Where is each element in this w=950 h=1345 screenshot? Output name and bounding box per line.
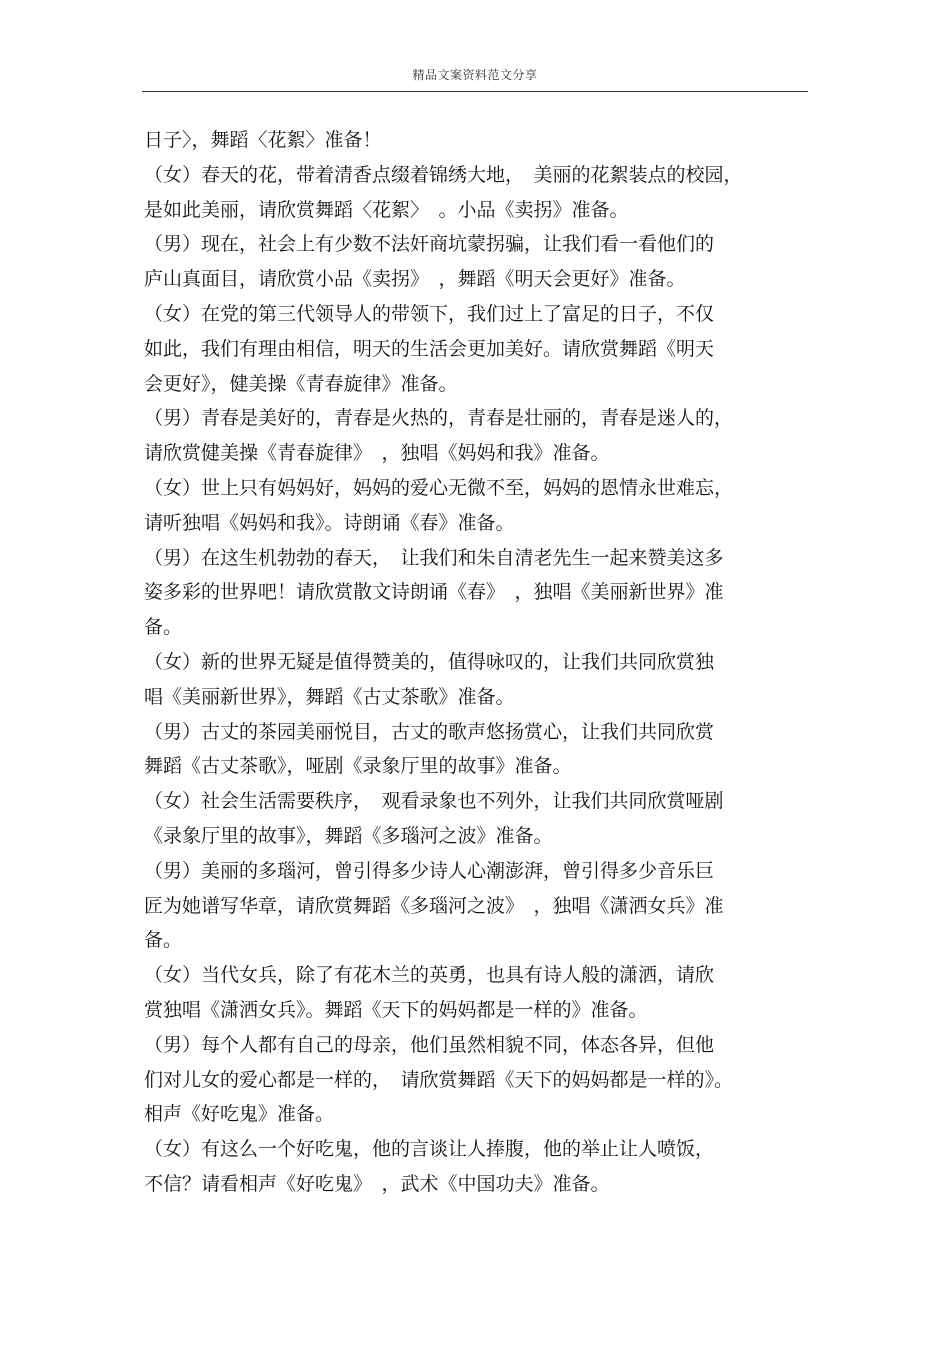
text-line: （女）春天的花，带着清香点缀着锦绣大地， 美丽的花絮装点的校园， xyxy=(144,163,743,186)
text-line: （女）有这么一个好吃鬼，他的言谈让人捧腹，他的举止让人喷饭， xyxy=(144,1138,715,1161)
text-line: （男）青春是美好的，青春是火热的，青春是壮丽的，青春是迷人的， xyxy=(144,407,734,430)
text-line: 舞蹈《古丈茶歌》，哑剧《录象厅里的故事》准备。 xyxy=(144,755,572,778)
text-line: （女）社会生活需要秩序， 观看录象也不列外，让我们共同欣赏哑剧 xyxy=(144,790,724,813)
text-line: 如此，我们有理由相信，明天的生活会更加美好。请欣赏舞蹈《明天 xyxy=(144,337,715,360)
page-header-title: 精品文案资料范文分享 xyxy=(412,68,538,82)
text-line: （男）古丈的茶园美丽悦目，古丈的歌声悠扬赏心，让我们共同欣赏 xyxy=(144,720,715,743)
text-line: 备。 xyxy=(144,929,183,952)
text-line: （女）在党的第三代领导人的带领下，我们过上了富足的日子，不仅 xyxy=(144,302,715,325)
header-divider xyxy=(142,91,808,92)
text-line: （女）当代女兵，除了有花木兰的英勇，也具有诗人般的潇洒，请欣 xyxy=(144,964,715,987)
text-line: （男）在这生机勃勃的春天， 让我们和朱自清老先生一起来赞美这多 xyxy=(144,546,724,569)
text-line: （女）世上只有妈妈好，妈妈的爱心无微不至，妈妈的恩情永世难忘， xyxy=(144,476,734,499)
text-line: 姿多彩的世界吧！请欣赏散文诗朗诵《春》 ，独唱《美丽新世界》准 xyxy=(144,581,724,604)
text-line: 日子〉，舞蹈〈花絮〉准备！ xyxy=(144,129,382,151)
text-line: 匠为她谱写华章，请欣赏舞蹈《多瑙河之波》 ，独唱《潇洒女兵》准 xyxy=(144,894,724,917)
text-line: 会更好》，健美操《青春旋律》准备。 xyxy=(144,372,458,395)
text-line: 备。 xyxy=(144,616,183,639)
document-body xyxy=(144,123,808,1202)
text-line: （男）现在，社会上有少数不法奸商坑蒙拐骗，让我们看一看他们的 xyxy=(144,233,715,256)
text-line: 唱《美丽新世界》，舞蹈《古丈茶歌》准备。 xyxy=(144,685,515,708)
text-line: 《录象厅里的故事》，舞蹈《多瑙河之波》准备。 xyxy=(144,824,553,847)
text-line: 赏独唱《潇洒女兵》。舞蹈《天下的妈妈都是一样的》准备。 xyxy=(144,998,648,1021)
text-line: （男）每个人都有自己的母亲，他们虽然相貌不同，体态各异，但他 xyxy=(144,1033,715,1056)
text-line: 相声《好吃鬼》准备。 xyxy=(144,1103,335,1126)
text-line: 们对儿女的爱心都是一样的， 请欣赏舞蹈《天下的妈妈都是一样的》。 xyxy=(144,1068,734,1091)
text-line: 请欣赏健美操《青春旋律》 ，独唱《妈妈和我》准备。 xyxy=(144,442,610,465)
text-line: 不信？请看相声《好吃鬼》 ，武术《中国功夫》准备。 xyxy=(144,1172,610,1195)
text-line: （男）美丽的多瑙河，曾引得多少诗人心潮澎湃，曾引得多少音乐巨 xyxy=(144,859,715,882)
text-line: 请听独唱《妈妈和我》。诗朗诵《春》准备。 xyxy=(144,511,515,534)
text-line: 庐山真面目，请欣赏小品《卖拐》 ，舞蹈《明天会更好》准备。 xyxy=(144,268,686,291)
text-line: （女）新的世界无疑是值得赞美的，值得咏叹的，让我们共同欣赏独 xyxy=(144,650,715,673)
text-line: 是如此美丽，请欣赏舞蹈〈花絮〉 。小品《卖拐》准备。 xyxy=(144,198,629,221)
